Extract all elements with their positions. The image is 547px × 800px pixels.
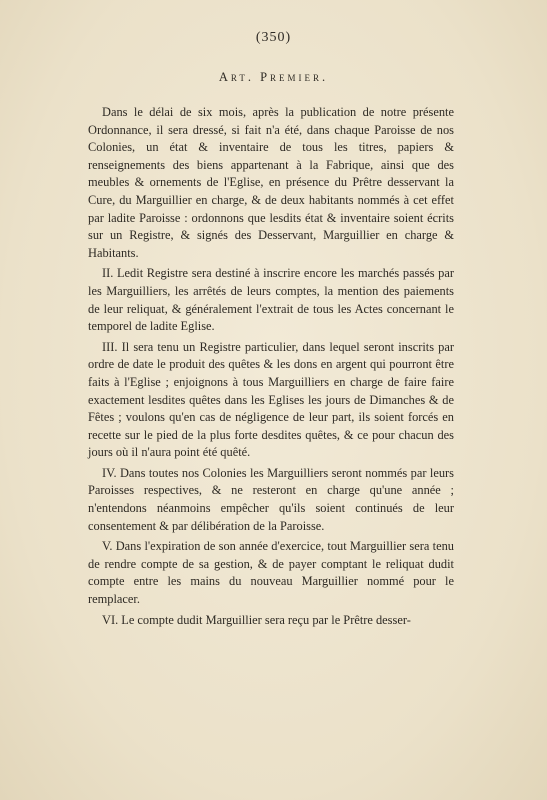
page-number: (350): [255, 30, 292, 45]
paragraph-article-5: V. Dans l'expiration de son année d'exercice, tout Marguillier sera tenu de rendre compte de sa gestion, & de payer comptant le reliquat dudit compte entre les mains du nouveau Marguillier nommé pour le remplacer.: [88, 539, 454, 607]
paragraph-article-3: III. Il sera tenu un Registre particulier, dans lequel seront inscrits par ordre de date le produit des quêtes & les dons en argent qui pourront être faits à l'Eglise ; enjoignons à tous Marguilliers en charge de faire faire exactement lesdites quêtes dans les Eglises les jours de Dimanches & de Fêtes ; voulons qu'en cas de négligence de leur part, ils soient forcés en recette sur le pied de la plus forte desdites quêtes, & ce pour chacun des jours où il n'aura point été quêté.: [88, 339, 454, 460]
article-heading: Art. Premier.: [218, 70, 329, 84]
paragraph-article-6: VI. Le compte dudit Marguillier sera reçu par le Prêtre desser-: [102, 612, 411, 627]
body-text: [88, 104, 454, 632]
paragraph-article-2: II. Ledit Registre sera destiné à inscrire encore les marchés passés par les Marguilliers, les arrêtés de leurs comptes, la mention des paiements de leur reliquat, & généralement l'extrait de tous les Actes concernant le temporel de ladite Eglise.: [88, 266, 454, 334]
paragraph-article-1: Dans le délai de six mois, après la publication de notre présente Ordonnance, il sera dressé, si fait n'a été, dans chaque Paroisse de nos Colonies, un état & inventaire de tous les titres, papiers & renseignements des biens appartenant à la Fabrique, ainsi que des meubles & ornements de l'Eglise, en présence du Prêtre desservant la Cure, du Marguillier en charge, & de deux habitants nommés à cet effet par ladite Paroisse : ordonnons que lesdits état & inventaire soient écrits sur un Registre, & signés des Desservant, Marguillier en charge & Habitants.: [88, 105, 454, 260]
paragraph-article-4: IV. Dans toutes nos Colonies les Marguilliers seront nommés par leurs Paroisses respectives, & ne resteront en charge qu'une année ; n'entendons néanmoins empêcher qu'ils soient continués de leur consentement & par délibération de la Paroisse.: [88, 465, 454, 533]
